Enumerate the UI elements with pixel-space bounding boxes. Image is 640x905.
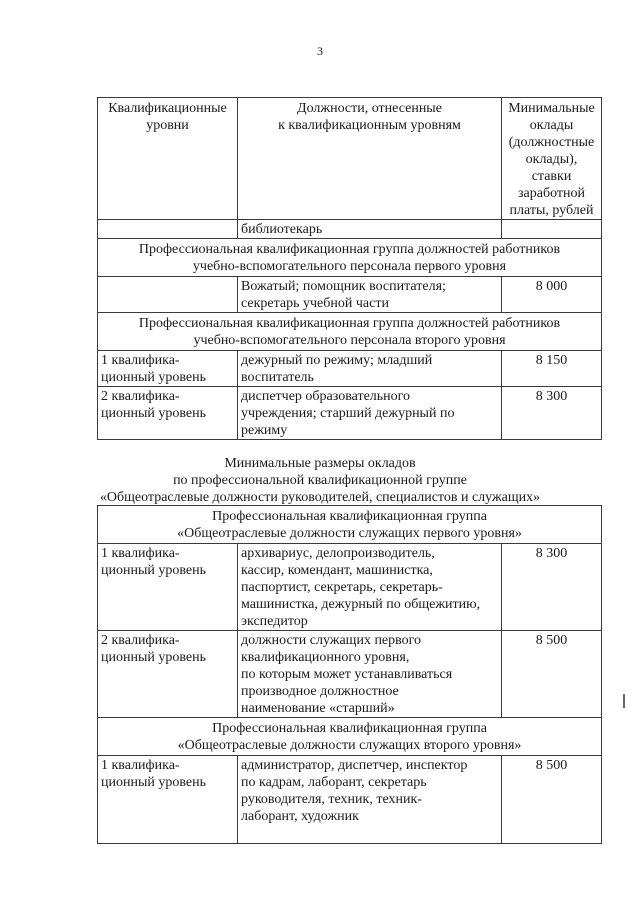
- positions-cell: [238, 277, 502, 313]
- group-title-line: Профессиональная квалификационная группа: [212, 721, 487, 736]
- table-row: [98, 220, 602, 239]
- scan-margin-mark: [623, 694, 625, 708]
- salary-cell: 8 500: [502, 631, 602, 718]
- header-salary-line: ставки: [531, 169, 572, 184]
- level-cell: [98, 351, 238, 387]
- group-title-row: [98, 313, 602, 351]
- positions-line: Вожатый; помощник воспитателя;: [241, 279, 446, 294]
- header-salary-line: (должностные: [508, 135, 595, 150]
- header-salary-line: Минимальные: [508, 101, 595, 116]
- positions-line: квалификационного уровня,: [241, 650, 410, 665]
- salary-cell: 8 300: [502, 544, 602, 631]
- positions-cell: [238, 544, 502, 631]
- table-row: [98, 756, 602, 844]
- table-row: [98, 631, 602, 718]
- table-row: [98, 351, 602, 387]
- positions-line: по которым может устанавливаться: [241, 667, 453, 682]
- header-salary-line: оклады: [529, 118, 574, 133]
- salary-cell: [502, 220, 602, 239]
- positions-line: лаборант, художник: [241, 809, 359, 824]
- level-line: 1 квалифика-: [101, 353, 180, 368]
- table-row: [98, 277, 602, 313]
- positions-cell: [238, 387, 502, 440]
- positions-line: паспортист, секретарь, секретарь-: [241, 580, 443, 595]
- section-title-line: «Общеотраслевые должности руководителей, специалистов и служащих»: [99, 490, 541, 505]
- positions-line: наименование «старший»: [241, 701, 395, 716]
- level-line: ционный уровень: [101, 406, 206, 421]
- level-line: ционный уровень: [101, 370, 206, 385]
- group-title: [98, 313, 602, 351]
- positions-line: учреждения; старший дежурный по: [241, 406, 455, 421]
- level-cell: [98, 544, 238, 631]
- positions-line: руководителя, техник, техник-: [241, 792, 422, 807]
- level-line: ционный уровень: [101, 650, 206, 665]
- positions-cell: библиотекарь: [238, 220, 502, 239]
- group-title-line: «Общеотраслевые должности служащих второго уровня»: [177, 738, 522, 753]
- group-title-line: учебно-вспомогательного персонала второго уровня: [193, 333, 506, 348]
- group-title-line: Профессиональная квалификационная группа: [212, 509, 487, 524]
- group-title-row: [98, 718, 602, 756]
- level-line: 1 квалифика-: [101, 546, 180, 561]
- header-positions: [238, 98, 502, 220]
- positions-cell: [238, 351, 502, 387]
- positions-line: кассир, комендант, машинистка,: [241, 563, 433, 578]
- level-line: 2 квалифика-: [101, 389, 180, 404]
- section-title-line: по профессиональной квалификационной группе: [173, 473, 467, 488]
- level-line: 2 квалифика-: [101, 633, 180, 648]
- positions-line: производное должностное: [241, 684, 399, 699]
- level-cell: [98, 631, 238, 718]
- section-title-line: Минимальные размеры окладов: [224, 456, 416, 471]
- salary-cell: 8 000: [502, 277, 602, 313]
- positions-line: секретарь учебной части: [241, 296, 389, 311]
- positions-line: по кадрам, лаборант, секретарь: [241, 775, 427, 790]
- group-title: [98, 718, 602, 756]
- level-cell: [98, 756, 238, 844]
- table-header-row: [98, 98, 602, 220]
- salary-cell: 8 150: [502, 351, 602, 387]
- positions-cell: [238, 631, 502, 718]
- salary-table-support-staff: [97, 97, 602, 440]
- header-positions-line: к квалификационным уровням: [278, 118, 461, 133]
- level-line: ционный уровень: [101, 563, 206, 578]
- positions-cell: [238, 756, 502, 844]
- salary-cell: 8 300: [502, 387, 602, 440]
- header-minimum-salary: [502, 98, 602, 220]
- section-title: [0, 455, 640, 506]
- table-row: [98, 544, 602, 631]
- header-positions-line: Должности, отнесенные: [297, 101, 442, 116]
- salary-cell: 8 500: [502, 756, 602, 844]
- positions-line: диспетчер образовательного: [241, 389, 411, 404]
- positions-line: дежурный по режиму; младший: [241, 353, 433, 368]
- table-row: [98, 387, 602, 440]
- positions-line: воспитатель: [241, 370, 314, 385]
- positions-line: машинистка, дежурный по общежитию,: [241, 597, 481, 612]
- group-title-line: Профессиональная квалификационная группа должностей работников: [138, 316, 561, 331]
- page-number: 3: [317, 44, 323, 58]
- positions-line: архивариус, делопроизводитель,: [241, 546, 435, 561]
- level-line: ционный уровень: [101, 775, 206, 790]
- header-qualification-levels: Квалификационные уровни: [98, 98, 238, 220]
- group-title-row: [98, 506, 602, 544]
- salary-table-general-positions: [97, 505, 602, 844]
- positions-line: режиму: [241, 423, 288, 438]
- group-title-line: Профессиональная квалификационная группа должностей работников: [138, 242, 561, 257]
- group-title-row: [98, 239, 602, 277]
- header-salary-line: платы, рублей: [509, 203, 594, 218]
- group-title: [98, 506, 602, 544]
- level-cell: [98, 387, 238, 440]
- positions-line: должности служащих первого: [241, 633, 422, 648]
- header-salary-line: заработной: [518, 186, 585, 201]
- group-title: [98, 239, 602, 277]
- level-line: 1 квалифика-: [101, 758, 180, 773]
- positions-line: экспедитор: [241, 614, 308, 629]
- level-cell: [98, 220, 238, 239]
- positions-line: администратор, диспетчер, инспектор: [241, 758, 468, 773]
- header-salary-line: оклады),: [525, 152, 578, 167]
- group-title-line: «Общеотраслевые должности служащих первого уровня»: [177, 526, 522, 541]
- level-cell: [98, 277, 238, 313]
- group-title-line: учебно-вспомогательного персонала первого уровня: [192, 259, 507, 274]
